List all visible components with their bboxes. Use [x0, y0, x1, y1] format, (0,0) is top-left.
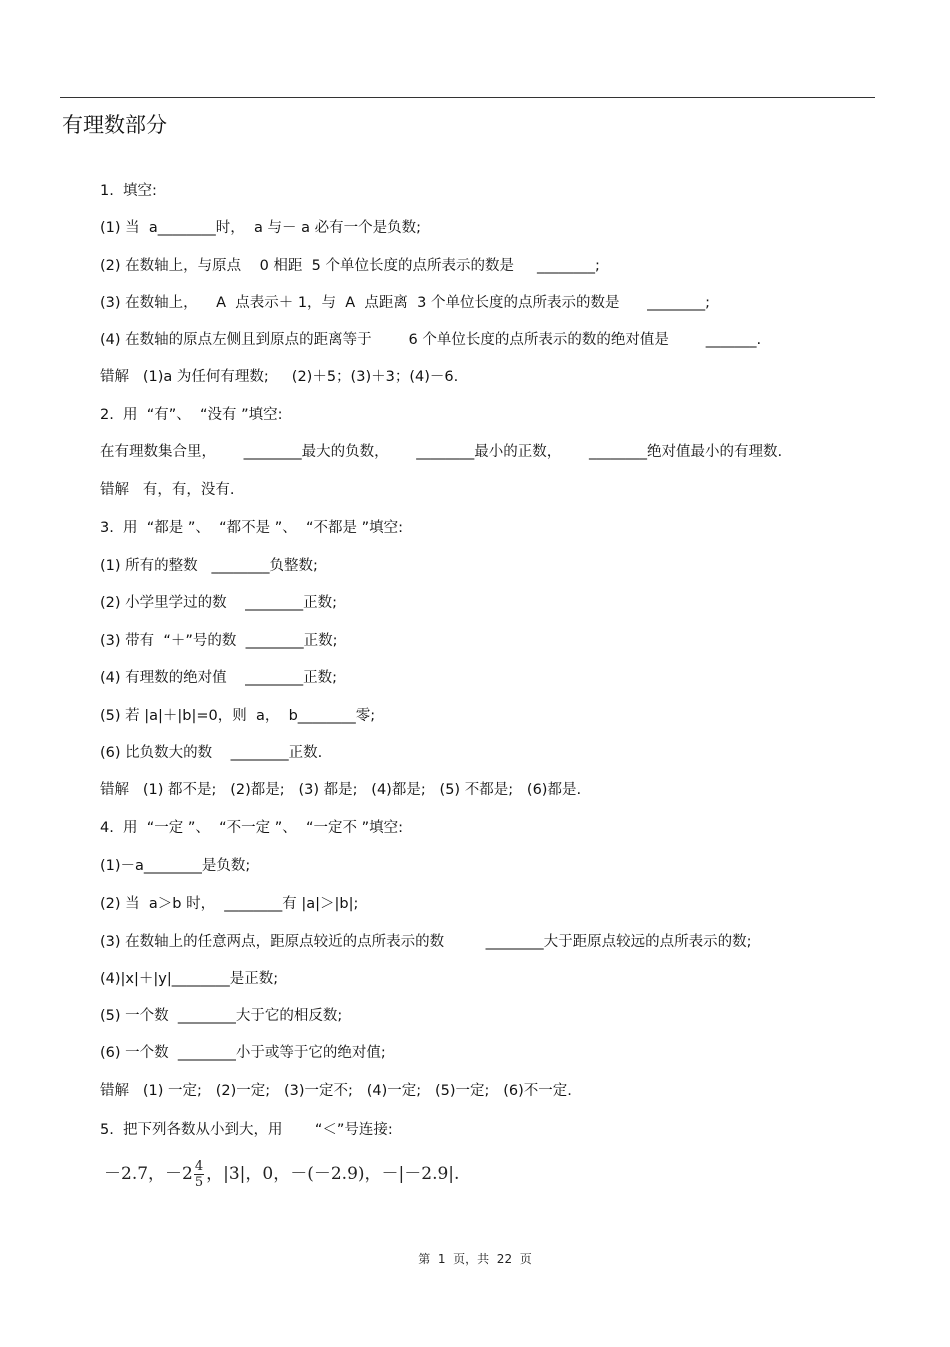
q5-math-expression — [104, 1152, 459, 1196]
q4-item-5: (5) 一个数 ________大于它的相反数; — [100, 1008, 343, 1024]
q4-item-2: (2) 当 a＞b 时， ________有 |a|＞|b|; — [100, 896, 359, 912]
q1-item-2: (2) 在数轴上，与原点 0 相距 5 个单位长度的点所表示的数是 ________; — [100, 258, 600, 274]
q1-item-4: (4) 在数轴的原点左侧且到原点的距离等于 6 个单位长度的点所表示的数的绝对值是 _______. — [100, 332, 762, 348]
q4-title: 4. 用 “一定 ”、 “不一定 ”、 “一定不 ”填空: — [100, 820, 403, 836]
q3-answer: 错解 (1) 都不是; (2)都是; (3) 都是; (4)都是; (5) 不都是; (6)都是. — [100, 782, 582, 798]
fraction-numerator: 4 — [194, 1158, 204, 1174]
q1-item-3: (3) 在数轴上， A 点表示＋ 1，与 A 点距离 3 个单位长度的点所表示的数是 ________; — [100, 295, 711, 311]
q2-title: 2. 用 “有”、 “没有 ”填空: — [100, 407, 283, 423]
q2-answer: 错解 有，有，没有. — [100, 482, 235, 498]
q4-item-6: (6) 一个数 ________小于或等于它的绝对值; — [100, 1045, 386, 1061]
q4-item-1: (1)－a________是负数; — [100, 858, 251, 874]
q3-item-6: (6) 比负数大的数 ________正数. — [100, 745, 323, 761]
math-fraction — [194, 1159, 204, 1190]
q3-item-5: (5) 若 |a|＋|b|=0，则 a， b________零; — [100, 708, 376, 724]
math-part-1: －2.7，－2 — [104, 1164, 193, 1184]
page-footer: 第 1 页，共 22 页 — [418, 1252, 532, 1266]
q1-answer: 错解 (1)a 为任何有理数; (2)＋5；(3)＋3；(4)－6. — [100, 369, 459, 385]
q4-item-3: (3) 在数轴上的任意两点，距原点较近的点所表示的数 ________大于距原点较远的点所表示的数; — [100, 934, 752, 950]
q4-answer: 错解 (1) 一定; (2)一定; (3)一定不; (4)一定; (5)一定; (6)不一定. — [100, 1083, 572, 1099]
q3-title: 3. 用 “都是 ”、 “都不是 ”、 “不都是 ”填空: — [100, 520, 403, 536]
q1-title: 1. 填空: — [100, 183, 157, 199]
q3-item-3: (3) 带有 “＋”号的数 ________正数; — [100, 633, 338, 649]
q1-item-1: (1) 当 a________时， a 与－ a 必有一个是负数; — [100, 220, 421, 236]
top-rule — [60, 97, 875, 98]
section-title: 有理数部分 — [62, 113, 167, 137]
fraction-denominator: 5 — [194, 1174, 204, 1190]
q3-item-1: (1) 所有的整数 ________负整数; — [100, 558, 318, 574]
q4-item-4: (4)|x|＋|y|________是正数; — [100, 971, 279, 987]
q3-item-2: (2) 小学里学过的数 ________正数; — [100, 595, 337, 611]
q3-item-4: (4) 有理数的绝对值 ________正数; — [100, 670, 337, 686]
math-part-2: ，|3|，0，－(－2.9)，－|－2.9|. — [206, 1164, 460, 1184]
q2-item: 在有理数集合里， ________最大的负数， ________最小的正数， ________绝对值最小的有理数. — [100, 444, 783, 460]
q5-title: 5. 把下列各数从小到大，用 “＜”号连接: — [100, 1122, 393, 1138]
